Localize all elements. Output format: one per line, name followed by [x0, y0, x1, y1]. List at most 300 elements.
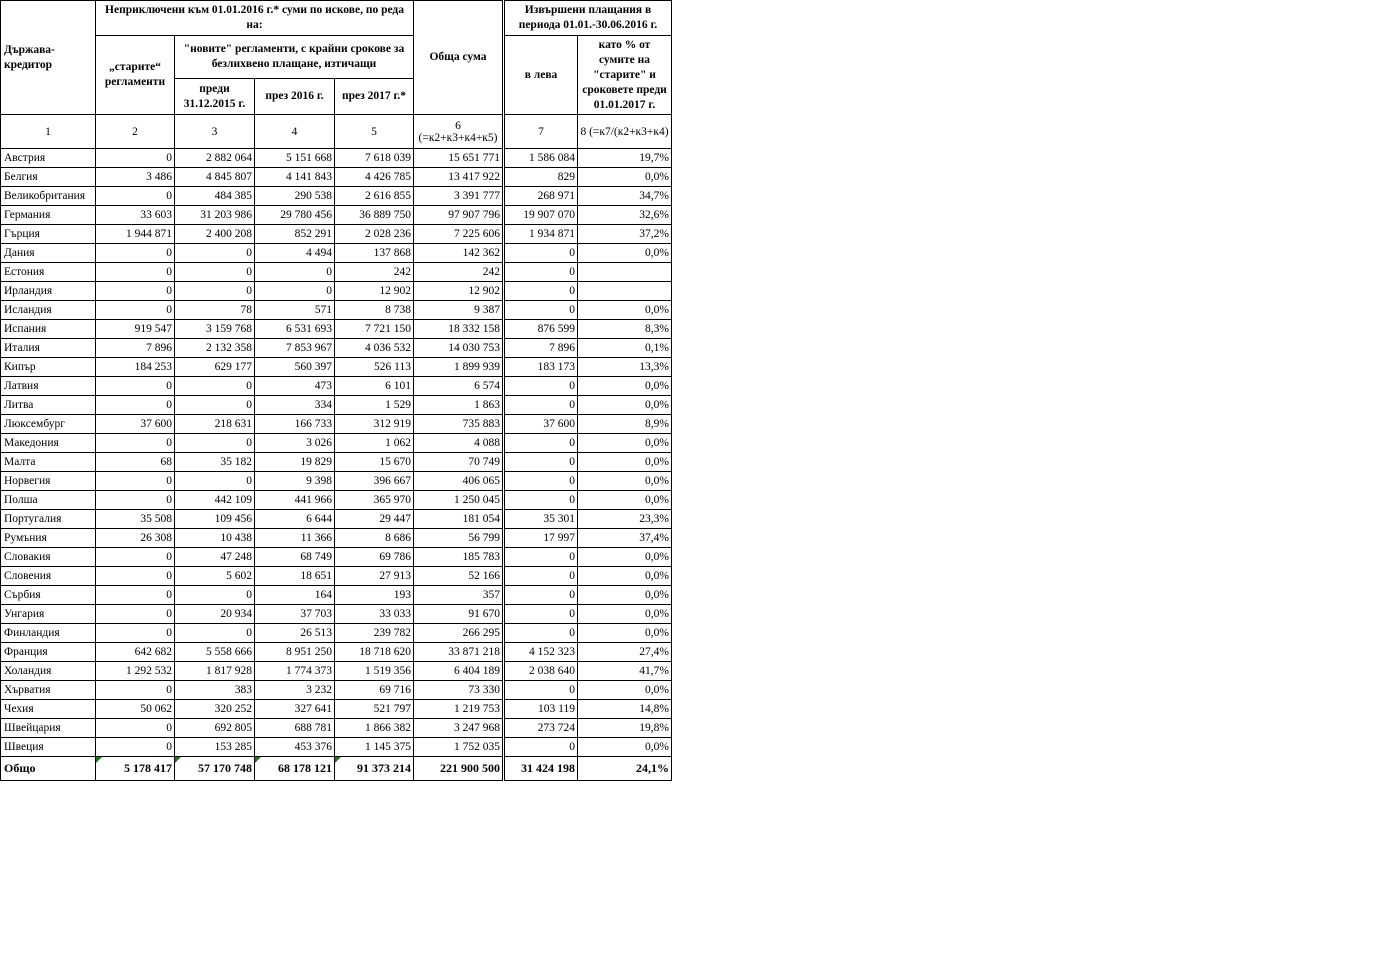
value-cell: 52 166: [414, 567, 504, 586]
in-2016-header: през 2016 г.: [255, 79, 335, 115]
value-cell: 73 330: [414, 681, 504, 700]
value-cell: 629 177: [175, 358, 255, 377]
total-value: [335, 757, 414, 781]
value-cell: 2 132 358: [175, 339, 255, 358]
value-cell: 3 232: [255, 681, 335, 700]
new-regs-header: "новите" регламенти, с крайни срокове за безлихвено плащане, изтичащи: [175, 36, 414, 79]
table-row: [1, 453, 672, 472]
total-value: 24,1%: [578, 757, 672, 781]
country-cell: Хърватия: [1, 681, 96, 700]
value-cell: 13,3%: [578, 358, 672, 377]
value-cell: 365 970: [335, 491, 414, 510]
value-cell: 33 033: [335, 605, 414, 624]
column-number: 8 (=к7/(к2+к3+к4): [578, 115, 672, 149]
value-cell: 5 558 666: [175, 643, 255, 662]
table-row: [1, 662, 672, 681]
value-cell: [578, 282, 672, 301]
value-cell: 0,0%: [578, 548, 672, 567]
value-cell: 1 752 035: [414, 738, 504, 757]
value-cell: 0: [504, 681, 578, 700]
country-cell: Гърция: [1, 225, 96, 244]
total-row: [1, 757, 672, 781]
value-cell: 0: [504, 605, 578, 624]
value-cell: 4 152 323: [504, 643, 578, 662]
value-cell: 2 038 640: [504, 662, 578, 681]
value-cell: 2 400 208: [175, 225, 255, 244]
value-cell: 37,2%: [578, 225, 672, 244]
country-cell: Кипър: [1, 358, 96, 377]
value-cell: 852 291: [255, 225, 335, 244]
value-cell: 181 054: [414, 510, 504, 529]
value-cell: 0: [96, 567, 175, 586]
value-cell: 0: [175, 396, 255, 415]
value-cell: 185 783: [414, 548, 504, 567]
value-cell: 396 667: [335, 472, 414, 491]
value-cell: 29 447: [335, 510, 414, 529]
value-cell: 35 508: [96, 510, 175, 529]
table-row: [1, 624, 672, 643]
value-cell: 441 966: [255, 491, 335, 510]
value-cell: 97 907 796: [414, 206, 504, 225]
value-cell: 0,0%: [578, 681, 672, 700]
value-cell: 69 716: [335, 681, 414, 700]
cell-marker-icon: [175, 757, 181, 763]
value-cell: 0: [175, 472, 255, 491]
value-cell: 0: [175, 244, 255, 263]
country-cell: Великобритания: [1, 187, 96, 206]
value-cell: 0: [96, 149, 175, 168]
value-cell: 8,9%: [578, 415, 672, 434]
country-header: Държава-кредитор: [1, 1, 96, 115]
value-cell: 8 738: [335, 301, 414, 320]
value-cell: 10 438: [175, 529, 255, 548]
value-cell: 2 882 064: [175, 149, 255, 168]
value-cell: 290 538: [255, 187, 335, 206]
total-value-text: 57 170 748: [198, 761, 252, 775]
total-value: [255, 757, 335, 781]
value-cell: 0: [504, 453, 578, 472]
country-cell: Латвия: [1, 377, 96, 396]
table-row: [1, 700, 672, 719]
value-cell: 1 774 373: [255, 662, 335, 681]
value-cell: 242: [414, 263, 504, 282]
value-cell: 919 547: [96, 320, 175, 339]
value-cell: 383: [175, 681, 255, 700]
value-cell: 3 247 968: [414, 719, 504, 738]
column-number: 6 (=к2+к3+к4+к5): [414, 115, 504, 149]
country-cell: Чехия: [1, 700, 96, 719]
value-cell: 0: [96, 719, 175, 738]
country-cell: Швеция: [1, 738, 96, 757]
table-row: [1, 529, 672, 548]
value-cell: 0: [96, 586, 175, 605]
country-cell: Норвегия: [1, 472, 96, 491]
value-cell: 0: [96, 738, 175, 757]
value-cell: 27,4%: [578, 643, 672, 662]
value-cell: 56 799: [414, 529, 504, 548]
table-row: [1, 282, 672, 301]
payments-group-header: Извършени плащания в периода 01.01.-30.06.2016 г.: [504, 1, 672, 36]
value-cell: 70 749: [414, 453, 504, 472]
value-cell: 1 145 375: [335, 738, 414, 757]
column-number: 4: [255, 115, 335, 149]
value-cell: 33 871 218: [414, 643, 504, 662]
leva-header: в лева: [504, 36, 578, 115]
country-cell: Сърбия: [1, 586, 96, 605]
country-cell: Германия: [1, 206, 96, 225]
cell-marker-icon: [335, 757, 341, 763]
value-cell: 3 391 777: [414, 187, 504, 206]
value-cell: 242: [335, 263, 414, 282]
value-cell: 109 456: [175, 510, 255, 529]
table-row: [1, 643, 672, 662]
value-cell: 4 141 843: [255, 168, 335, 187]
value-cell: 0: [175, 586, 255, 605]
value-cell: 0,0%: [578, 738, 672, 757]
table-row: [1, 434, 672, 453]
value-cell: 2 616 855: [335, 187, 414, 206]
total-value: [96, 757, 175, 781]
value-cell: 68: [96, 453, 175, 472]
value-cell: 3 159 768: [175, 320, 255, 339]
country-cell: Финландия: [1, 624, 96, 643]
value-cell: 4 426 785: [335, 168, 414, 187]
table-row: [1, 263, 672, 282]
value-cell: 1 292 532: [96, 662, 175, 681]
column-number: 7: [504, 115, 578, 149]
value-cell: 0,0%: [578, 396, 672, 415]
value-cell: 8 951 250: [255, 643, 335, 662]
value-cell: 166 733: [255, 415, 335, 434]
value-cell: 0: [96, 548, 175, 567]
total-value: [175, 757, 255, 781]
country-cell: Исландия: [1, 301, 96, 320]
value-cell: 320 252: [175, 700, 255, 719]
value-cell: 484 385: [175, 187, 255, 206]
column-numbers-row: [1, 115, 672, 149]
value-cell: 41,7%: [578, 662, 672, 681]
value-cell: 0: [96, 282, 175, 301]
value-cell: 0,0%: [578, 434, 672, 453]
value-cell: 15 670: [335, 453, 414, 472]
value-cell: 0: [96, 472, 175, 491]
value-cell: 1 817 928: [175, 662, 255, 681]
value-cell: 6 531 693: [255, 320, 335, 339]
table-row: [1, 396, 672, 415]
value-cell: 33 603: [96, 206, 175, 225]
value-cell: 642 682: [96, 643, 175, 662]
value-cell: 571: [255, 301, 335, 320]
value-cell: 0: [175, 624, 255, 643]
country-cell: Малта: [1, 453, 96, 472]
value-cell: 688 781: [255, 719, 335, 738]
value-cell: 0,0%: [578, 586, 672, 605]
value-cell: 829: [504, 168, 578, 187]
table-row: [1, 358, 672, 377]
value-cell: 334: [255, 396, 335, 415]
value-cell: 7 618 039: [335, 149, 414, 168]
value-cell: 1 529: [335, 396, 414, 415]
value-cell: 26 308: [96, 529, 175, 548]
total-value: 31 424 198: [504, 757, 578, 781]
value-cell: 37,4%: [578, 529, 672, 548]
table-row: [1, 244, 672, 263]
table-row: [1, 681, 672, 700]
value-cell: 4 036 532: [335, 339, 414, 358]
old-regs-header: „старите“ регламенти: [96, 36, 175, 115]
table-row: [1, 187, 672, 206]
value-cell: 17 997: [504, 529, 578, 548]
value-cell: 6 404 189: [414, 662, 504, 681]
country-cell: Италия: [1, 339, 96, 358]
value-cell: 266 295: [414, 624, 504, 643]
table-row: [1, 472, 672, 491]
value-cell: 0: [96, 377, 175, 396]
country-cell: Австрия: [1, 149, 96, 168]
value-cell: 1 250 045: [414, 491, 504, 510]
value-cell: 406 065: [414, 472, 504, 491]
value-cell: 735 883: [414, 415, 504, 434]
value-cell: 18 332 158: [414, 320, 504, 339]
value-cell: 91 670: [414, 605, 504, 624]
value-cell: 193: [335, 586, 414, 605]
table-row: [1, 510, 672, 529]
country-cell: Македония: [1, 434, 96, 453]
column-number: 3: [175, 115, 255, 149]
country-cell: Франция: [1, 643, 96, 662]
value-cell: 0: [96, 624, 175, 643]
total-label: Общо: [1, 757, 96, 781]
table-row: [1, 168, 672, 187]
value-cell: 1 944 871: [96, 225, 175, 244]
value-cell: 0,0%: [578, 244, 672, 263]
value-cell: 29 780 456: [255, 206, 335, 225]
value-cell: 1 062: [335, 434, 414, 453]
value-cell: 1 863: [414, 396, 504, 415]
value-cell: 78: [175, 301, 255, 320]
table-row: [1, 206, 672, 225]
total-value-text: 91 373 214: [357, 761, 411, 775]
value-cell: 20 934: [175, 605, 255, 624]
value-cell: 0: [504, 263, 578, 282]
country-cell: Словакия: [1, 548, 96, 567]
value-cell: 0: [504, 624, 578, 643]
country-cell: Испания: [1, 320, 96, 339]
value-cell: 0: [504, 282, 578, 301]
value-cell: 526 113: [335, 358, 414, 377]
value-cell: 0,0%: [578, 491, 672, 510]
value-cell: 26 513: [255, 624, 335, 643]
table-row: [1, 377, 672, 396]
value-cell: 184 253: [96, 358, 175, 377]
table-row: [1, 491, 672, 510]
country-cell: Словения: [1, 567, 96, 586]
value-cell: 9 387: [414, 301, 504, 320]
value-cell: 0,1%: [578, 339, 672, 358]
table-row: [1, 605, 672, 624]
table-row: [1, 301, 672, 320]
value-cell: 218 631: [175, 415, 255, 434]
value-cell: 0: [504, 738, 578, 757]
value-cell: 142 362: [414, 244, 504, 263]
value-cell: 0,0%: [578, 301, 672, 320]
value-cell: 8,3%: [578, 320, 672, 339]
value-cell: 0: [504, 377, 578, 396]
value-cell: 19,7%: [578, 149, 672, 168]
country-cell: Полша: [1, 491, 96, 510]
column-number: 2: [96, 115, 175, 149]
value-cell: 37 703: [255, 605, 335, 624]
country-cell: Ирландия: [1, 282, 96, 301]
country-cell: Дания: [1, 244, 96, 263]
before-2016-header: преди 31.12.2015 г.: [175, 79, 255, 115]
value-cell: 35 301: [504, 510, 578, 529]
table-row: [1, 320, 672, 339]
value-cell: 164: [255, 586, 335, 605]
cell-marker-icon: [96, 757, 102, 763]
value-cell: 18 718 620: [335, 643, 414, 662]
value-cell: 37 600: [504, 415, 578, 434]
value-cell: 0: [175, 377, 255, 396]
value-cell: 0: [96, 681, 175, 700]
claims-table: [0, 0, 672, 781]
value-cell: 1 219 753: [414, 700, 504, 719]
value-cell: 32,6%: [578, 206, 672, 225]
table-row: [1, 586, 672, 605]
value-cell: 0,0%: [578, 377, 672, 396]
value-cell: 3 026: [255, 434, 335, 453]
value-cell: 0: [96, 301, 175, 320]
value-cell: 68 749: [255, 548, 335, 567]
value-cell: 453 376: [255, 738, 335, 757]
table-row: [1, 719, 672, 738]
value-cell: 268 971: [504, 187, 578, 206]
value-cell: 1 899 939: [414, 358, 504, 377]
value-cell: 0: [504, 396, 578, 415]
value-cell: 9 398: [255, 472, 335, 491]
value-cell: 0,0%: [578, 168, 672, 187]
value-cell: 0: [175, 434, 255, 453]
table-row: [1, 548, 672, 567]
value-cell: 0,0%: [578, 453, 672, 472]
value-cell: 0: [96, 434, 175, 453]
value-cell: 69 786: [335, 548, 414, 567]
table-row: [1, 339, 672, 358]
value-cell: 876 599: [504, 320, 578, 339]
country-cell: Естония: [1, 263, 96, 282]
value-cell: 0: [504, 301, 578, 320]
value-cell: 19 829: [255, 453, 335, 472]
value-cell: 6 574: [414, 377, 504, 396]
value-cell: 6 644: [255, 510, 335, 529]
value-cell: 36 889 750: [335, 206, 414, 225]
value-cell: 4 845 807: [175, 168, 255, 187]
country-cell: Швейцария: [1, 719, 96, 738]
value-cell: 7 896: [96, 339, 175, 358]
value-cell: 327 641: [255, 700, 335, 719]
value-cell: 0,0%: [578, 605, 672, 624]
value-cell: [578, 263, 672, 282]
value-cell: 4 494: [255, 244, 335, 263]
value-cell: 312 919: [335, 415, 414, 434]
value-cell: 19,8%: [578, 719, 672, 738]
value-cell: 7 853 967: [255, 339, 335, 358]
table-row: [1, 225, 672, 244]
value-cell: 7 225 606: [414, 225, 504, 244]
value-cell: 103 119: [504, 700, 578, 719]
value-cell: 19 907 070: [504, 206, 578, 225]
value-cell: 1 586 084: [504, 149, 578, 168]
value-cell: 0: [175, 263, 255, 282]
value-cell: 7 896: [504, 339, 578, 358]
value-cell: 34,7%: [578, 187, 672, 206]
value-cell: 0: [504, 567, 578, 586]
value-cell: 0: [255, 263, 335, 282]
value-cell: 0: [504, 434, 578, 453]
value-cell: 521 797: [335, 700, 414, 719]
country-cell: Португалия: [1, 510, 96, 529]
value-cell: 47 248: [175, 548, 255, 567]
total-value-text: 68 178 121: [278, 761, 332, 775]
value-cell: 35 182: [175, 453, 255, 472]
value-cell: 11 366: [255, 529, 335, 548]
value-cell: 0: [255, 282, 335, 301]
value-cell: 0: [175, 282, 255, 301]
value-cell: 5 602: [175, 567, 255, 586]
country-cell: Унгария: [1, 605, 96, 624]
value-cell: 0: [96, 491, 175, 510]
value-cell: 2 028 236: [335, 225, 414, 244]
country-cell: Литва: [1, 396, 96, 415]
value-cell: 1 519 356: [335, 662, 414, 681]
value-cell: 473: [255, 377, 335, 396]
value-cell: 1 866 382: [335, 719, 414, 738]
value-cell: 560 397: [255, 358, 335, 377]
value-cell: 14 030 753: [414, 339, 504, 358]
value-cell: 442 109: [175, 491, 255, 510]
value-cell: 0: [96, 187, 175, 206]
country-cell: Холандия: [1, 662, 96, 681]
table-row: [1, 738, 672, 757]
table-row: [1, 567, 672, 586]
value-cell: 273 724: [504, 719, 578, 738]
value-cell: 13 417 922: [414, 168, 504, 187]
value-cell: 0: [96, 605, 175, 624]
value-cell: 12 902: [414, 282, 504, 301]
value-cell: 27 913: [335, 567, 414, 586]
value-cell: 23,3%: [578, 510, 672, 529]
total-value-text: 5 178 417: [124, 761, 172, 775]
value-cell: 0,0%: [578, 472, 672, 491]
value-cell: 4 088: [414, 434, 504, 453]
value-cell: 0: [504, 491, 578, 510]
value-cell: 8 686: [335, 529, 414, 548]
value-cell: 12 902: [335, 282, 414, 301]
in-2017-header: през 2017 г.*: [335, 79, 414, 115]
value-cell: 239 782: [335, 624, 414, 643]
value-cell: 37 600: [96, 415, 175, 434]
value-cell: 0: [96, 263, 175, 282]
value-cell: 0: [504, 244, 578, 263]
outstanding-group-header: Неприключени към 01.01.2016 г.* суми по искове, по реда на:: [96, 1, 414, 36]
value-cell: 0: [504, 548, 578, 567]
table-row: [1, 149, 672, 168]
table-row: [1, 415, 672, 434]
country-cell: Люксембург: [1, 415, 96, 434]
country-cell: Румъния: [1, 529, 96, 548]
country-cell: Белгия: [1, 168, 96, 187]
value-cell: 0: [504, 472, 578, 491]
